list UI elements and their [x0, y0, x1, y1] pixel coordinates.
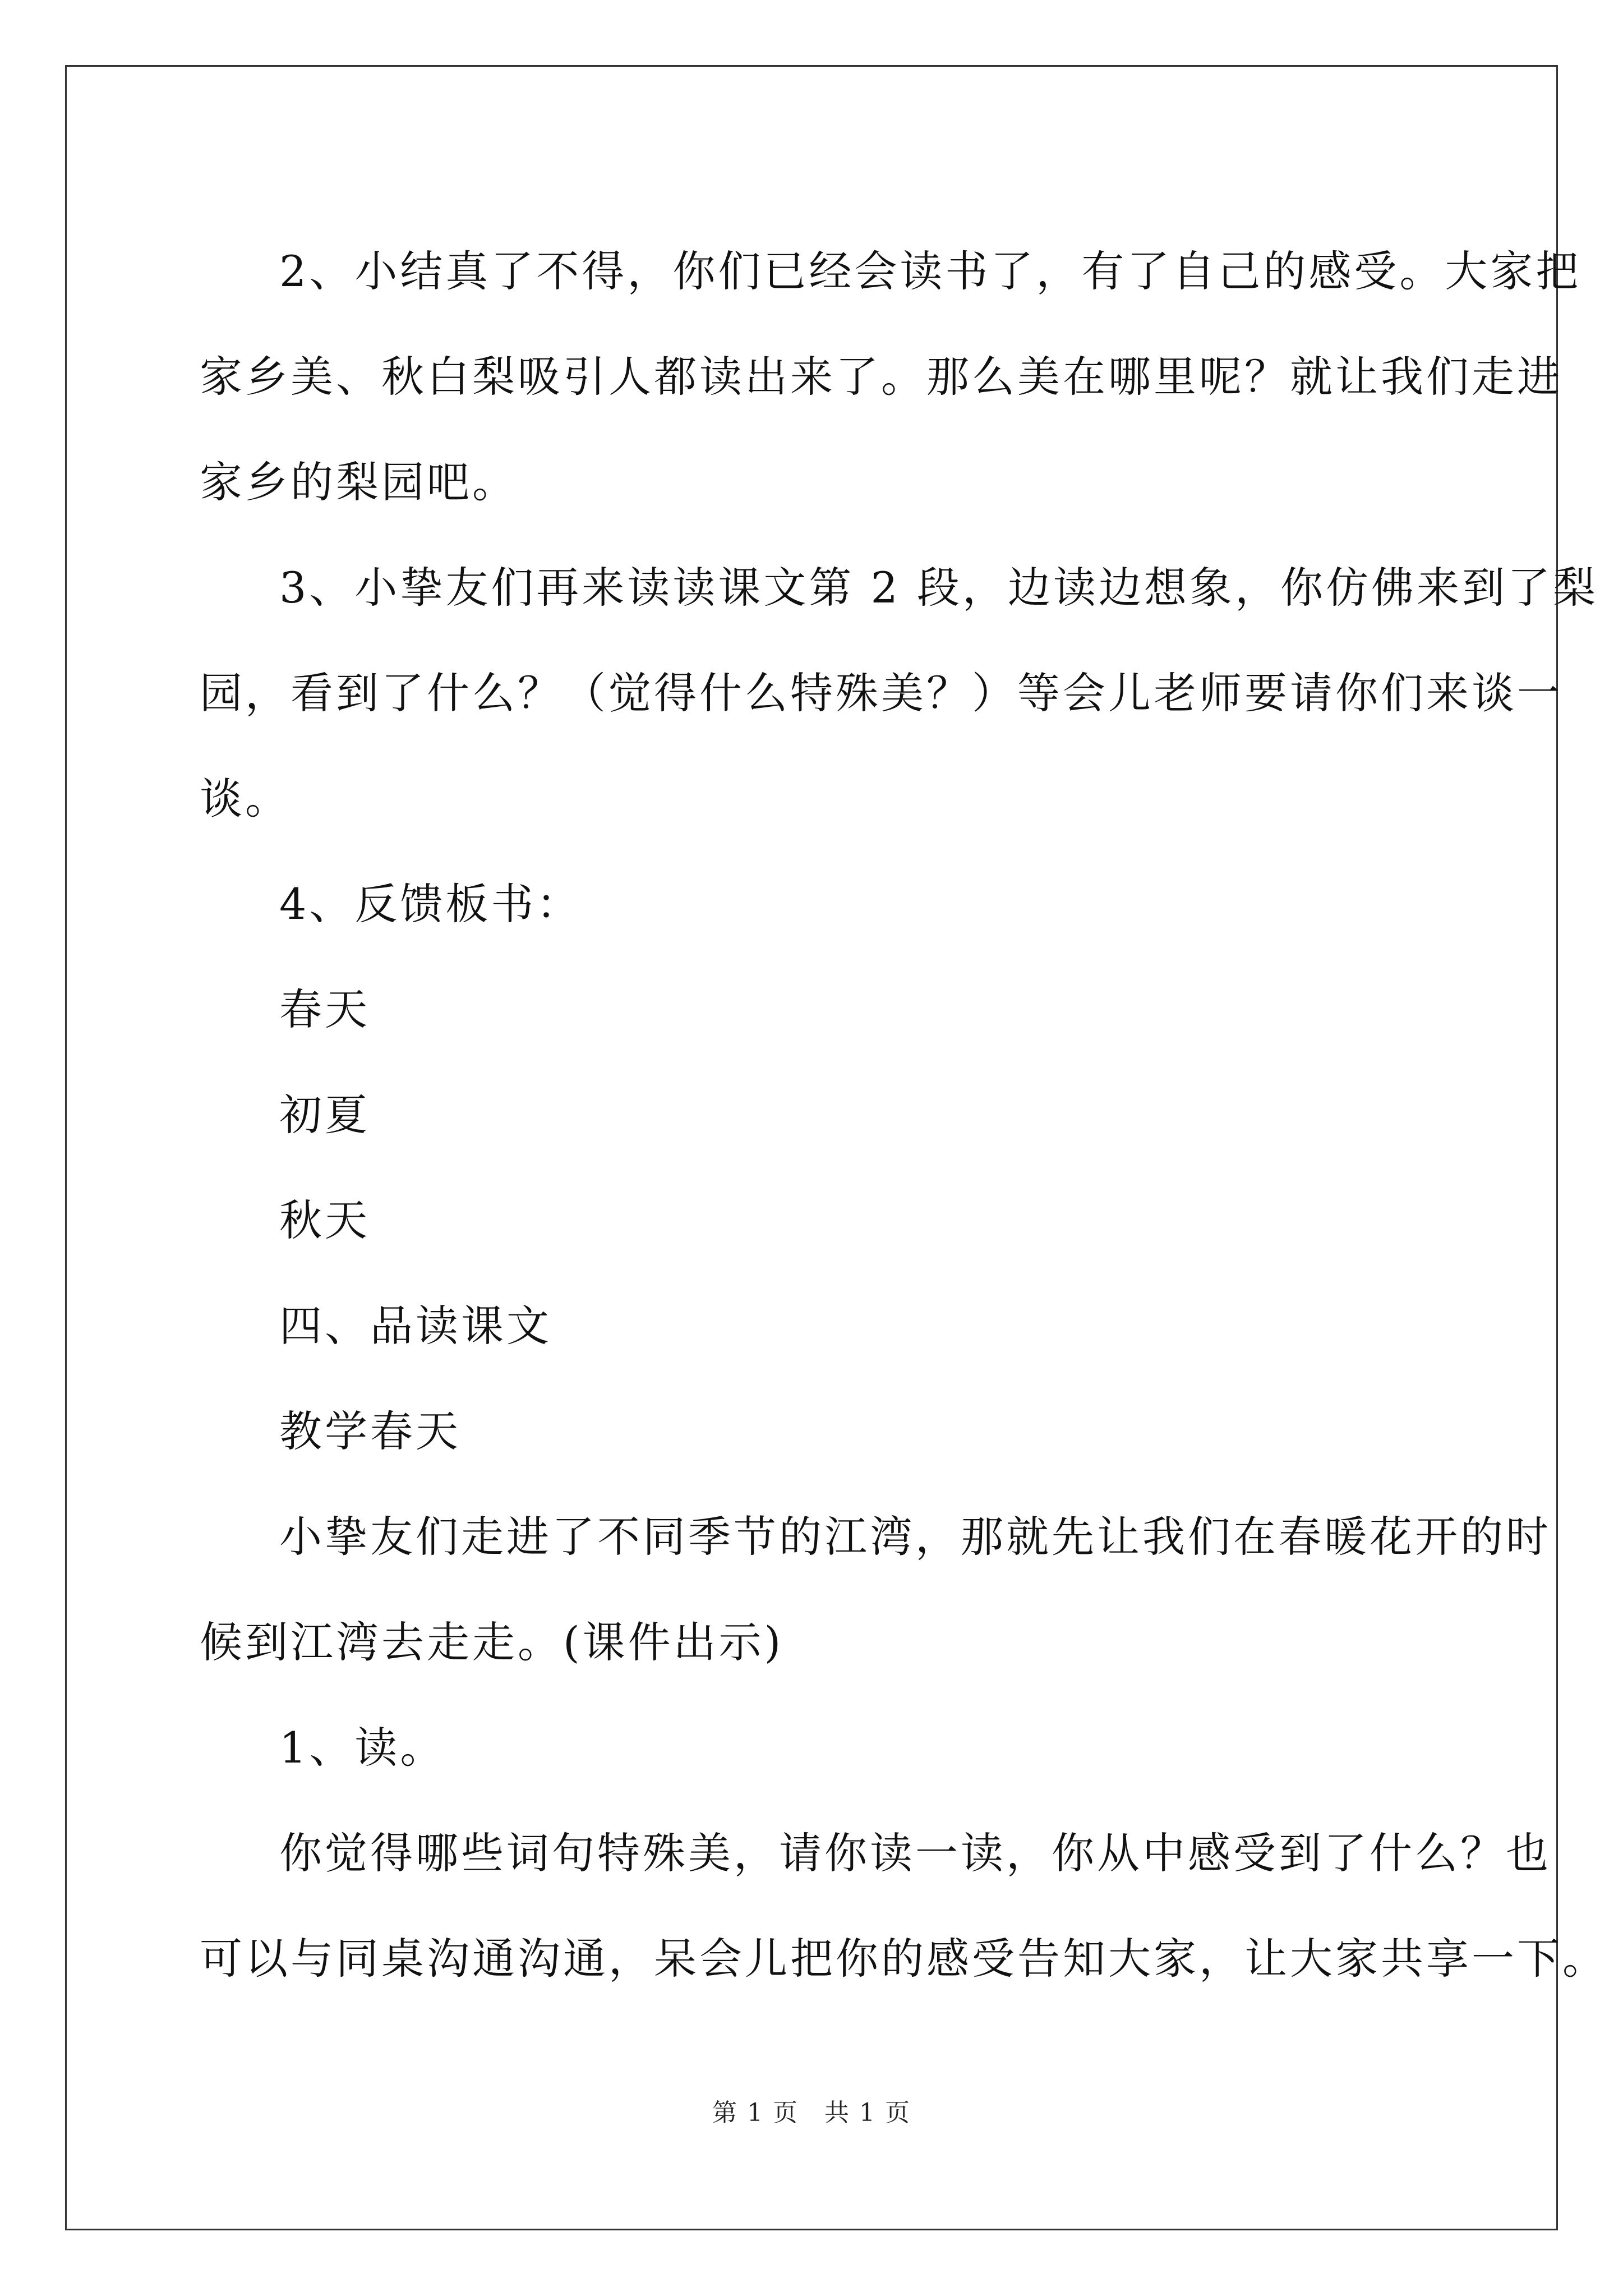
paragraph-line: 秋天: [279, 1195, 370, 1245]
paragraph-line: 可以与同桌沟通沟通，呆会儿把你的感受告知大家，让大家共享一下。: [200, 1934, 1608, 1984]
paragraph-line: 2、小结真了不得，你们已经会读书了，有了自己的感受。大家把: [279, 246, 1581, 296]
board-item-autumn: [200, 1168, 1422, 1273]
paragraph-line: 3、小挚友们再来读读课文第 2 段，边读边想象，你仿佛来到了梨: [279, 563, 1599, 613]
paragraph-line: 初夏: [279, 1090, 370, 1140]
page-number-footer: 第 1 页 共 1 页: [712, 2099, 911, 2127]
paragraph-summary: [200, 219, 1581, 535]
paragraph-line: 家乡的梨园吧。: [200, 457, 518, 507]
paragraph-line: 四、品读课文: [279, 1301, 552, 1351]
section-heading: [200, 1273, 1422, 1379]
paragraph-step-read: [200, 1695, 1422, 1801]
paragraph-line: 园，看到了什么？（觉得什么特殊美？）等会儿老师要请你们来谈一: [200, 668, 1562, 718]
document-body: [200, 219, 1608, 2012]
paragraph-feedback-heading: [200, 852, 1422, 957]
paragraph-line: 候到江湾去走走。(课件出示): [200, 1617, 784, 1667]
board-item-early-summer: [200, 1062, 1422, 1168]
paragraph-line: 春天: [279, 984, 370, 1034]
paragraph-discussion: [200, 1801, 1608, 2012]
subsection-heading: [200, 1379, 1422, 1484]
paragraph-line: 小挚友们走进了不同季节的江湾，那就先让我们在春暖花开的时: [279, 1512, 1551, 1562]
paragraph-line: 谈。: [200, 774, 291, 823]
paragraph-reading-task: [200, 535, 1599, 852]
paragraph-line: 1、读。: [279, 1723, 446, 1773]
paragraph-line: 你觉得哪些词句特殊美，请你读一读，你从中感受到了什么？也: [279, 1828, 1551, 1878]
paragraph-line: 4、反馈板书：: [279, 879, 582, 929]
paragraph-line: 教学春天: [279, 1406, 461, 1456]
paragraph-intro: [200, 1484, 1551, 1695]
paragraph-line: 家乡美、秋白梨吸引人都读出来了。那么美在哪里呢？就让我们走进: [200, 352, 1562, 402]
board-item-spring: [200, 957, 1422, 1062]
